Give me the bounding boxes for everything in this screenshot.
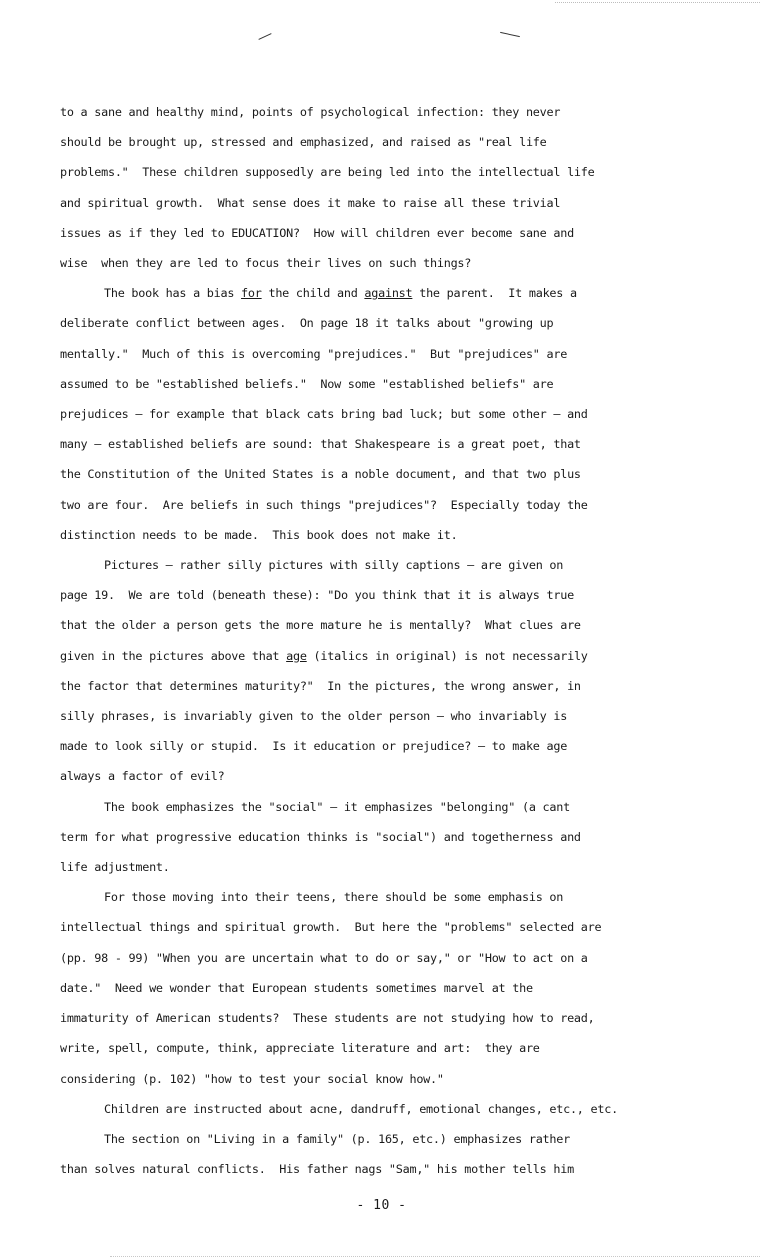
paragraph — [60, 550, 700, 792]
text-line: issues as if they led to EDUCATION? How will children ever become sane and — [60, 225, 574, 240]
text-line: wise when they are led to focus their lives on such things? — [60, 256, 472, 271]
text-line: distinction needs to be made. This book does not make it. — [60, 527, 458, 542]
text-line: mentally." Much of this is overcoming "prejudices." But "prejudices" are — [60, 346, 568, 361]
text-line: silly phrases, is invariably given to the older person — who invariably is — [60, 709, 568, 724]
underlined-word: age — [286, 648, 307, 663]
paragraph — [60, 882, 700, 1093]
text-line: immaturity of American students? These students are not studying how to read, — [60, 1011, 595, 1026]
paragraph — [60, 97, 700, 278]
text-line: the factor that determines maturity?" In the pictures, the wrong answer, in — [60, 678, 581, 693]
text-line: (pp. 98 - 99) "When you are uncertain what to do or say," or "How to act on a — [60, 950, 588, 965]
text-line: prejudices — for example that black cats bring bad luck; but some other — and — [60, 407, 588, 422]
underlined-word: for — [241, 286, 262, 301]
text-line: to a sane and healthy mind, points of psychological infection: they never — [60, 105, 561, 119]
text-line: than solves natural conflicts. His father nags "Sam," his mother tells him — [60, 1162, 574, 1177]
underlined-word: against — [364, 286, 413, 301]
paragraph — [60, 278, 700, 550]
text-line: and spiritual growth. What sense does it make to raise all these trivial — [60, 195, 561, 210]
text-line: considering (p. 102) "how to test your social know how." — [60, 1071, 444, 1086]
page-number: - 10 - — [356, 1198, 407, 1213]
paragraph — [60, 1094, 700, 1124]
text-line: life adjustment. — [60, 860, 170, 875]
scan-edge-artifact — [110, 1256, 760, 1257]
text-line: The section on "Living in a family" (p. 165, etc.) emphasizes rather — [104, 1131, 570, 1146]
scan-edge-artifact — [555, 2, 760, 3]
text-line: The book emphasizes the "social" — it emphasizes "belonging" (a cant — [104, 799, 570, 814]
text-line: date." Need we wonder that European students sometimes marvel at the — [60, 980, 533, 995]
text-line: deliberate conflict between ages. On page 18 it talks about "growing up — [60, 316, 554, 331]
text-line: write, spell, compute, think, appreciate literature and art: they are — [60, 1041, 540, 1056]
scan-mark — [258, 33, 271, 40]
text-line: Children are instructed about acne, dandruff, emotional changes, etc., etc. — [104, 1101, 618, 1116]
text-line: the Constitution of the United States is a noble document, and that two plus — [60, 467, 581, 482]
paragraph — [60, 1124, 700, 1184]
scan-mark — [500, 32, 520, 37]
text-line: should be brought up, stressed and emphasized, and raised as "real life — [60, 135, 547, 150]
text-line: page 19. We are told (beneath these): "Do you think that it is always true — [60, 588, 574, 603]
document-body — [60, 97, 700, 1184]
text-line: The book has a bias for the child and against the parent. It makes a — [104, 286, 577, 301]
text-line: made to look silly or stupid. Is it education or prejudice? — to make age — [60, 739, 568, 754]
text-line: two are four. Are beliefs in such things "prejudices"? Especially today the — [60, 497, 588, 512]
text-line: problems." These children supposedly are being led into the intellectual life — [60, 165, 595, 180]
text-line: For those moving into their teens, there should be some emphasis on — [104, 890, 564, 905]
text-line: Pictures — rather silly pictures with silly captions — are given on — [104, 558, 564, 573]
paragraph — [60, 792, 700, 883]
text-line: term for what progressive education thinks is "social") and togetherness and — [60, 829, 581, 844]
text-line: many — established beliefs are sound: that Shakespeare is a great poet, that — [60, 437, 581, 452]
text-line: given in the pictures above that age (italics in original) is not necessarily — [60, 648, 588, 663]
text-line: that the older a person gets the more mature he is mentally? What clues are — [60, 618, 581, 633]
text-line: assumed to be "established beliefs." Now some "established beliefs" are — [60, 376, 554, 391]
text-line: always a factor of evil? — [60, 769, 225, 784]
text-line: intellectual things and spiritual growth. But here the "problems" selected are — [60, 920, 602, 935]
